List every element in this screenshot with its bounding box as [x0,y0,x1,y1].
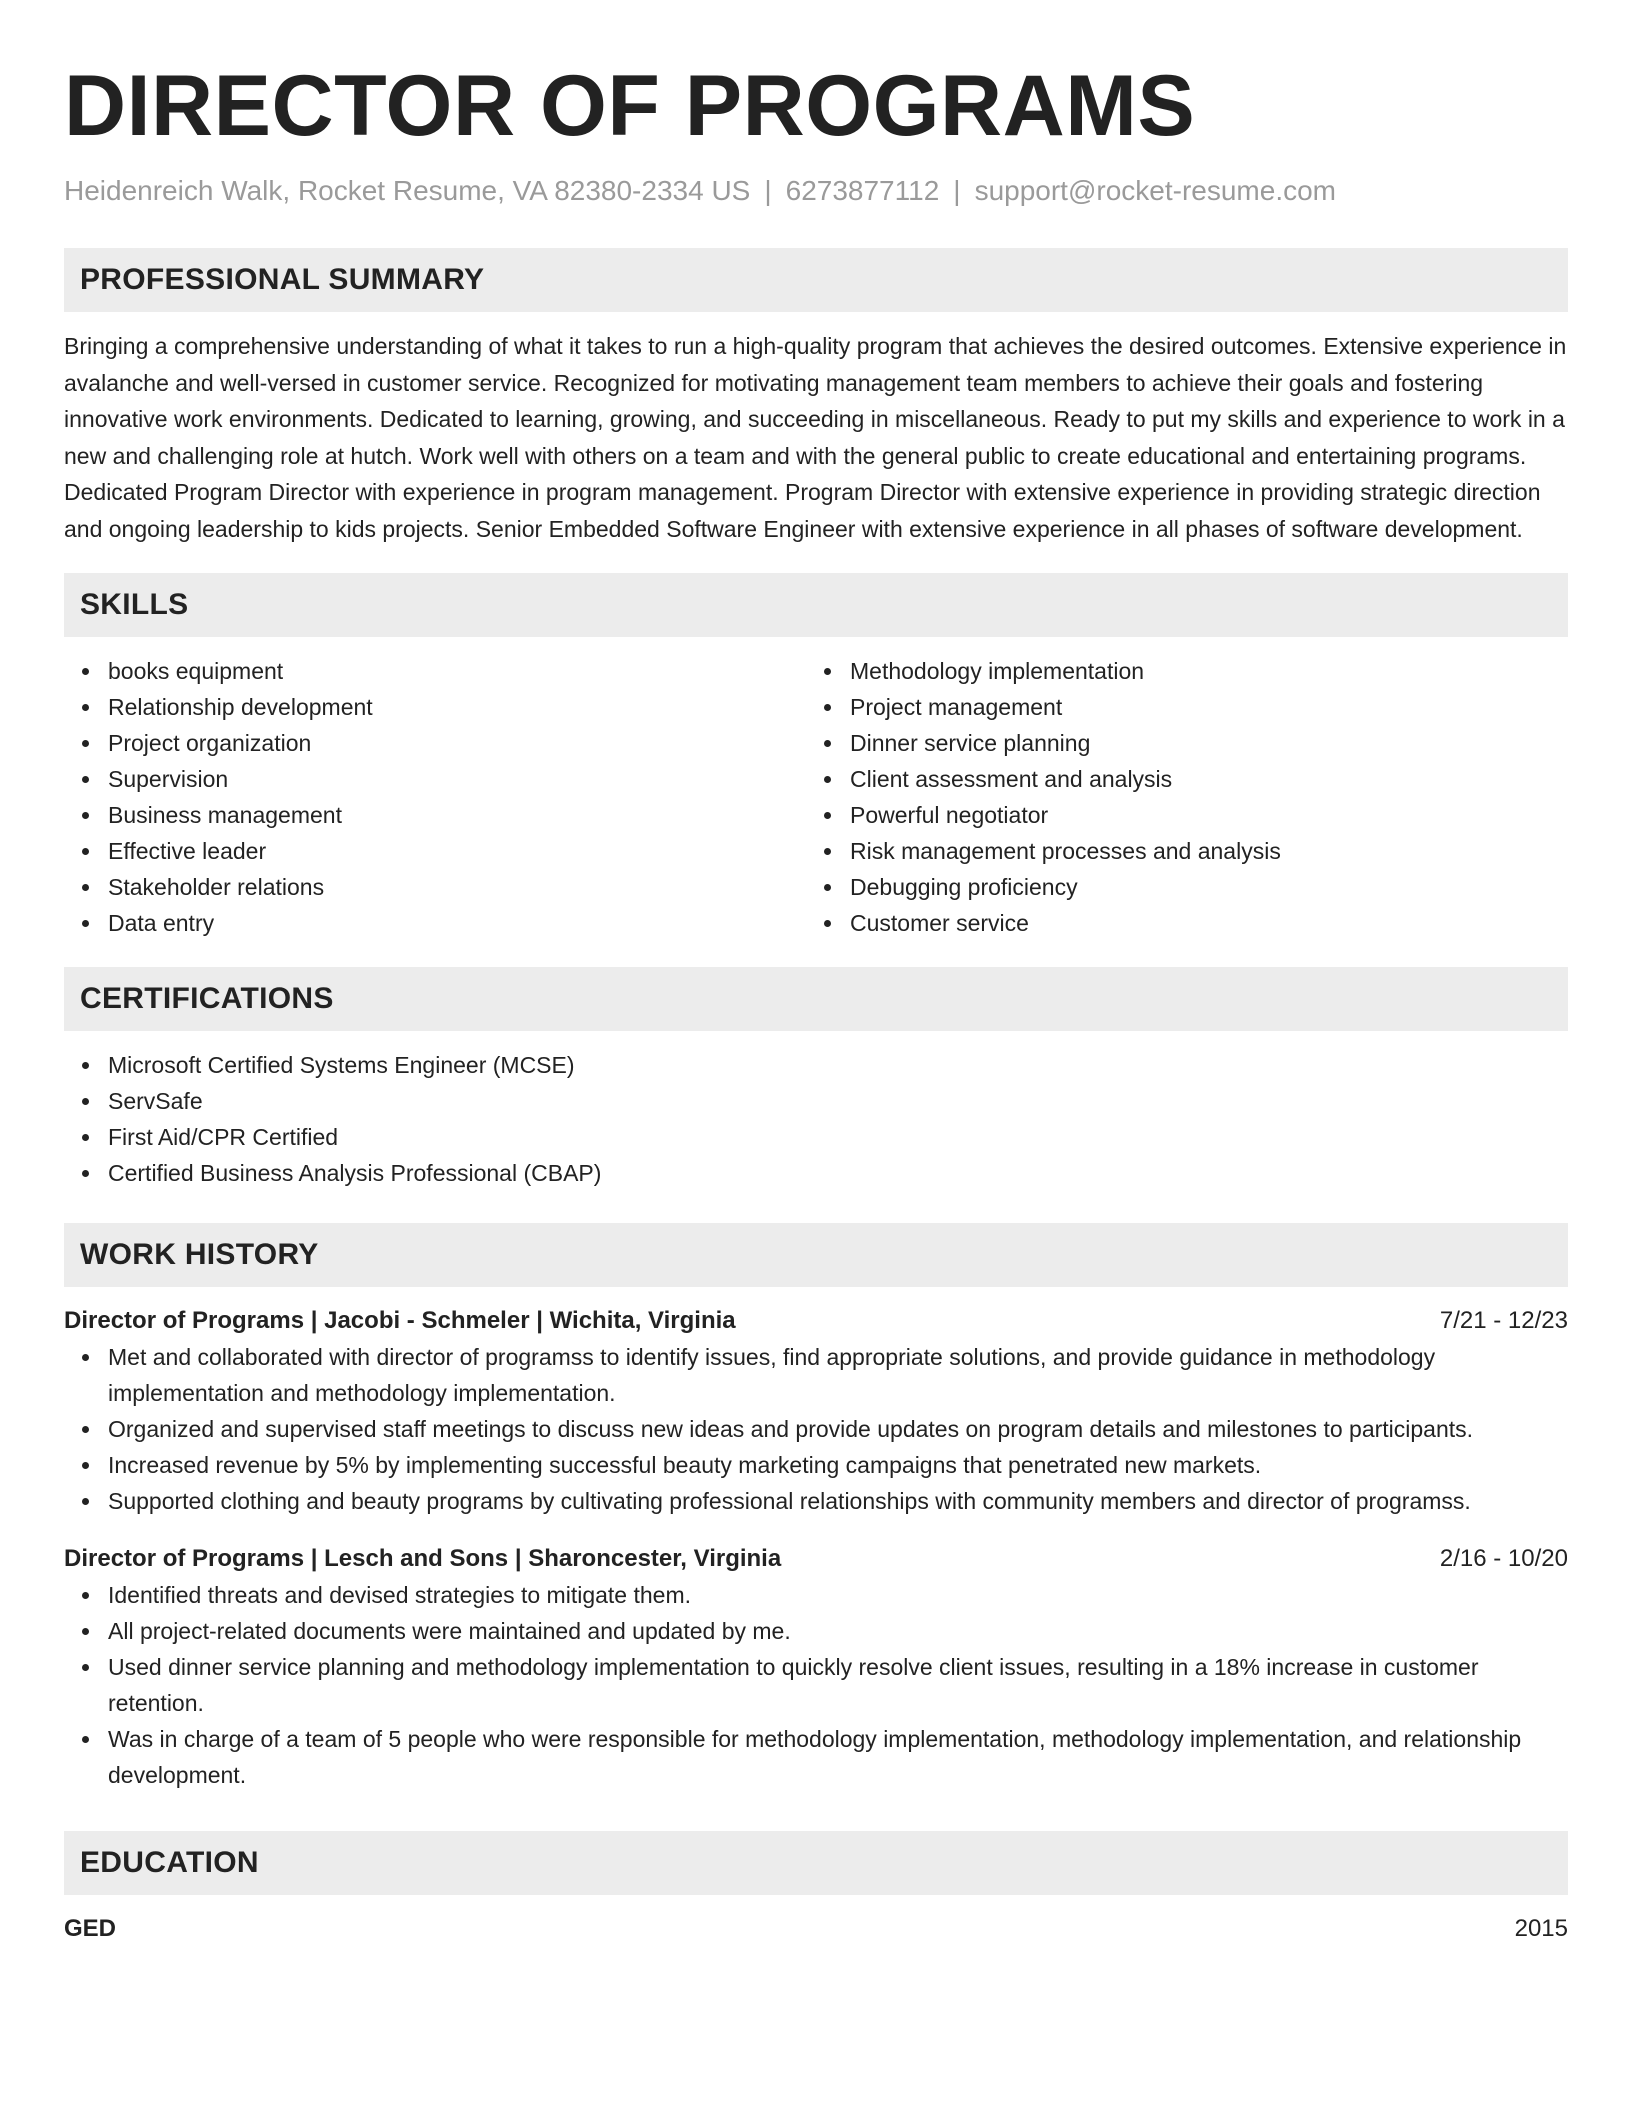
skill-item: Supervision [108,761,806,797]
skill-item: Relationship development [108,689,806,725]
job-bullet: Organized and supervised staff meetings to discuss new ideas and provide updates on program details and milestones to participants. [108,1411,1568,1447]
job-dates: 2/16 - 10/20 [1439,1545,1568,1572]
education-year: 2015 [1514,1915,1568,1942]
job-bullet: All project-related documents were maintained and updated by me. [108,1613,1568,1649]
skills-heading: SKILLS [64,573,1568,637]
certification-item: ServSafe [108,1083,1568,1119]
job-header [64,1303,1568,1339]
education-degree: GED [64,1915,117,1942]
job-bullet: Identified threats and devised strategies to mitigate them. [108,1577,1568,1613]
contact-email: support@rocket-resume.com [974,175,1336,206]
certification-item: Certified Business Analysis Professional (CBAP) [108,1155,1568,1191]
skills-list [64,653,1568,941]
job-bullets [64,1577,1568,1793]
certification-item: First Aid/CPR Certified [108,1119,1568,1155]
skill-item: Risk management processes and analysis [850,833,1548,869]
job-bullet: Met and collaborated with director of programss to identify issues, find appropriate solutions, and provide guidance in methodology implementation and methodology implementation. [108,1339,1568,1411]
contact-line [64,174,1568,208]
contact-phone: 6273877112 [785,175,940,206]
contact-separator: | [764,175,772,206]
job-bullet: Increased revenue by 5% by implementing successful beauty marketing campaigns that penetrated new markets. [108,1447,1568,1483]
contact-separator: | [953,175,961,206]
job-title: Director of Programs | Lesch and Sons | Sharoncester, Virginia [64,1545,782,1572]
certifications-list [64,1047,1568,1191]
job-header [64,1541,1568,1577]
education-entry [64,1911,1568,1947]
resume-name: DIRECTOR OF PROGRAMS [64,58,1196,154]
job-bullet: Used dinner service planning and methodology implementation to quickly resolve client issues, resulting in a 18% increase in customer retention. [108,1649,1568,1721]
skill-item: Business management [108,797,806,833]
skill-item: Effective leader [108,833,806,869]
skill-item: Data entry [108,905,806,941]
skill-item: Stakeholder relations [108,869,806,905]
skill-item: Project management [850,689,1548,725]
job-dates: 7/21 - 12/23 [1439,1307,1568,1334]
job-entry [64,1541,1568,1793]
certifications-heading: CERTIFICATIONS [64,967,1568,1031]
certification-item: Microsoft Certified Systems Engineer (MCSE) [108,1047,1568,1083]
skill-item: Client assessment and analysis [850,761,1548,797]
summary-text: Bringing a comprehensive understanding of what it takes to run a high-quality program that achieves the desired outcomes. Extensive experience in avalanche and well-versed in customer service. Recognized for motivating management team members to achieve their goals and fostering innovative work environments. Dedicated to learning, growing, and succeeding in miscellaneous. Ready to put my skills and experience to work in a new and challenging role at hutch. Work well with others on a team and with the general public to create educational and entertaining programs. Dedicated Program Director with experience in program management. Program Director with extensive experience in providing strategic direction and ongoing leadership to kids projects. Senior Embedded Software Engineer with extensive experience in all phases of software development. [64,333,1567,542]
skill-item: Powerful negotiator [850,797,1548,833]
work-history-heading: WORK HISTORY [64,1223,1568,1287]
contact-address: Heidenreich Walk, Rocket Resume, VA 82380-2334 US [64,175,751,206]
skill-item: Debugging proficiency [850,869,1548,905]
skill-item: Dinner service planning [850,725,1548,761]
skills-column-left [64,653,806,941]
skill-item: Customer service [850,905,1548,941]
skill-item: Project organization [108,725,806,761]
job-bullets [64,1339,1568,1519]
skill-item: books equipment [108,653,806,689]
job-bullet: Supported clothing and beauty programs by cultivating professional relationships with community members and director of programss. [108,1483,1568,1519]
summary-heading: PROFESSIONAL SUMMARY [64,248,1568,312]
job-title: Director of Programs | Jacobi - Schmeler | Wichita, Virginia [64,1307,736,1334]
skill-item: Methodology implementation [850,653,1548,689]
job-entry [64,1303,1568,1519]
job-bullet: Was in charge of a team of 5 people who were responsible for methodology implementation, methodology implementation, and relationship development. [108,1721,1568,1793]
education-heading: EDUCATION [64,1831,1568,1895]
skills-column-right [806,653,1548,941]
